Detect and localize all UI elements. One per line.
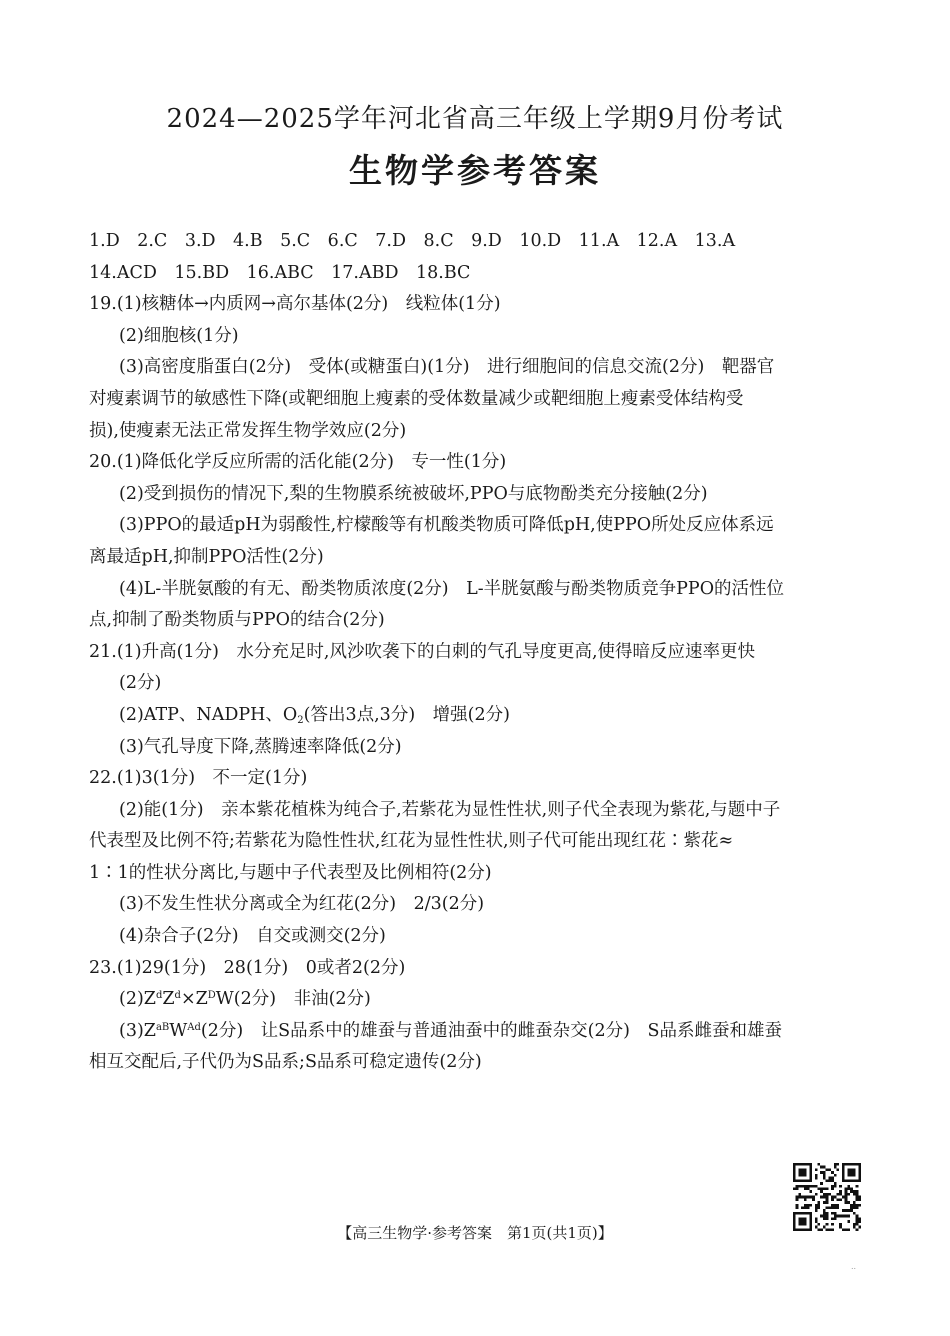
q20-part-3-cont: 离最适pH,抑制PPO活性(2分) xyxy=(89,546,324,567)
q19-part-3-cont: 对瘦素调节的敏感性下降(或靶细胞上瘦素的受体数量减少或靶细胞上瘦素受体结构受 xyxy=(89,388,744,409)
question-19 xyxy=(89,289,864,447)
q22-part-2-cont: 代表型及比例不符;若紫花为隐性性状,红花为显性性状,则子代可能出现红花∶紫花≈ xyxy=(89,831,734,852)
choice-answers-line-1: 1.D 2.C 3.D 4.B 5.C 6.C 7.D 8.C 9.D 10.D 11.A 12.A 13.A xyxy=(89,231,736,251)
q21-p2-text: (2)ATP、NADPH、O xyxy=(119,704,298,725)
q23-p2-text: ×Z xyxy=(180,989,208,1010)
page-title: 生物学参考答案 xyxy=(349,151,601,190)
page-footer: 【高三生物学·参考答案 第1页(共1页)】 xyxy=(337,1224,613,1242)
q22-part-3: (3)不发生性状分离或全为红花(2分) 2/3(2分) xyxy=(119,894,485,915)
q20-part-4-cont: 点,抑制了酚类物质与PPO的结合(2分) xyxy=(89,610,385,631)
q23-p2-text: W(2分) 非油(2分) xyxy=(215,989,371,1010)
subscript: 2 xyxy=(297,714,304,726)
question-22 xyxy=(89,763,864,953)
superscript: Ad xyxy=(187,1021,201,1033)
corner-mark: .. xyxy=(851,1262,857,1271)
q20-part-2: (2)受到损伤的情况下,梨的生物膜系统被破坏,PPO与底物酚类充分接触(2分) xyxy=(119,483,708,504)
q23-part-1: 23.(1)29(1分) 28(1分) 0或者2(2分) xyxy=(89,957,406,978)
superscript: d xyxy=(155,990,163,1002)
q22-part-2: (2)能(1分) 亲本紫花植株为纯合子,若紫花为显性性状,则子代全表现为紫花,与题中子 xyxy=(119,799,781,820)
question-20 xyxy=(89,447,864,637)
qr-code-icon xyxy=(793,1163,861,1231)
q21-part-1-cont: (2分) xyxy=(119,673,162,694)
q19-part-1: 19.(1)核糖体→内质网→高尔基体(2分) 线粒体(1分) xyxy=(89,294,501,315)
superscript: aB xyxy=(155,1021,170,1033)
q21-part-2 xyxy=(89,700,864,732)
q19-part-3-cont: 损),使瘦素无法正常发挥生物学效应(2分) xyxy=(89,420,407,441)
q23-p3-text: W xyxy=(169,1020,188,1041)
q23-part-3-cont: 相互交配后,子代仍为S品系;S品系可稳定遗传(2分) xyxy=(89,1052,482,1073)
q19-part-2: (2)细胞核(1分) xyxy=(119,325,239,346)
q21-p2-text: (答出3点,3分) 增强(2分) xyxy=(303,704,510,725)
q20-part-3: (3)PPO的最适pH为弱酸性,柠檬酸等有机酸类物质可降低pH,使PPO所处反应体系远 xyxy=(119,515,774,536)
q21-part-1: 21.(1)升高(1分) 水分充足时,风沙吹袭下的白刺的气孔导度更高,使得暗反应速率更快 xyxy=(89,641,756,662)
q23-p2-text: (2)Z xyxy=(119,989,156,1010)
q22-part-1: 22.(1)3(1分) 不一定(1分) xyxy=(89,768,308,789)
q23-part-3 xyxy=(89,1016,864,1048)
question-23 xyxy=(89,953,864,1079)
q20-part-1: 20.(1)降低化学反应所需的活化能(2分) 专一性(1分) xyxy=(89,452,507,473)
q19-part-3: (3)高密度脂蛋白(2分) 受体(或糖蛋白)(1分) 进行细胞间的信息交流(2分) 靶器官 xyxy=(119,357,775,378)
superscript: D xyxy=(207,990,216,1002)
superscript: d xyxy=(174,990,181,1002)
exam-title: 2024—2025学年河北省高三年级上学期9月份考试 xyxy=(166,104,784,134)
question-21 xyxy=(89,637,864,763)
q23-p3-text: (2分) 让S品系中的雄蚕与普通油蚕中的雌蚕杂交(2分) S品系雌蚕和雄蚕 xyxy=(200,1020,782,1041)
q20-part-4: (4)L-半胱氨酸的有无、酚类物质浓度(2分) L-半胱氨酸与酚类物质竞争PPO的活性位 xyxy=(119,578,785,599)
q23-p2-text: Z xyxy=(162,989,175,1010)
q23-part-2 xyxy=(89,984,864,1016)
q22-part-2-cont: 1∶1的性状分离比,与题中子代表型及比例相符(2分) xyxy=(89,862,492,883)
choice-answers-line-2: 14.ACD 15.BD 16.ABC 17.ABD 18.BC xyxy=(89,262,471,283)
q23-p3-text: (3)Z xyxy=(119,1020,156,1041)
q21-part-3: (3)气孔导度下降,蒸腾速率降低(2分) xyxy=(119,736,402,757)
answer-content xyxy=(89,226,864,1079)
q22-part-4: (4)杂合子(2分) 自交或测交(2分) xyxy=(119,926,386,947)
